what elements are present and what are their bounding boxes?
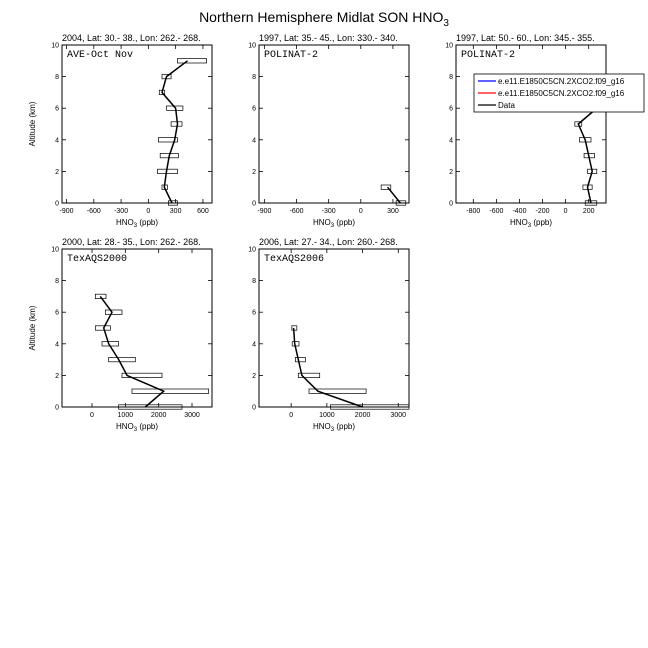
x-tick-label: 300 [169,208,182,215]
y-tick-label: 4 [252,341,256,349]
x-axis-label: $HNO_3$ (ppb) [312,218,356,229]
x-tick-label: -600 [86,208,101,215]
experiment-label: POLINAT-2 [264,50,319,61]
y-tick-label: 0 [252,200,256,208]
panel-texaqs2000 [28,237,212,433]
y-tick-label: 2 [449,168,453,176]
y-tick-label: 10 [445,42,453,50]
y-tick-label: 6 [449,105,453,113]
y-tick-label: 8 [252,74,256,82]
plot-frame [62,45,212,203]
legend [474,74,644,112]
error-box [132,389,209,393]
y-tick-label: 8 [252,278,256,286]
panel-ave-oct-nov [28,33,212,229]
y-tick-label: 10 [248,246,256,254]
error-box [105,310,122,314]
x-axis-label: $HNO_3$ (ppb) [115,422,159,433]
x-tick-label: 600 [197,208,209,215]
panel-subtitle: 2006, Lat: 27.- 34., Lon: 260.- 268. [259,237,398,247]
experiment-label: TexAQS2006 [264,254,325,265]
y-axis-label: Altitude (km) [28,305,37,351]
x-tick-label: 3000 [184,412,200,419]
y-tick-label: 2 [252,168,256,176]
x-tick-label: -300 [114,208,129,215]
plot-frame [456,45,606,203]
y-tick-label: 6 [252,105,256,113]
legend-label-data: Data [498,101,515,110]
plot-frame [62,249,212,407]
y-tick-label: 10 [51,42,59,50]
error-box [109,357,136,361]
data-profile-line [294,328,363,407]
x-tick-label: -400 [512,208,527,215]
y-tick-label: 0 [252,404,256,412]
data-profile-line [388,187,401,203]
x-tick-label: 0 [289,412,294,419]
x-tick-label: -900 [59,208,74,215]
y-tick-label: 6 [55,105,59,113]
panel-subtitle: 2000, Lat: 28.- 35., Lon: 262.- 268. [62,237,201,247]
y-tick-label: 8 [55,74,59,82]
y-tick-label: 6 [55,309,59,317]
y-tick-label: 10 [248,42,256,50]
y-tick-label: 0 [55,200,59,208]
plot-frame [259,45,409,203]
error-box [295,357,305,361]
y-tick-label: 2 [55,372,59,380]
plot-frame [259,249,409,407]
y-tick-label: 0 [449,200,453,208]
legend-label-model-1: e.e11.E1850C5CN.2XCO2.f09_g16 [498,77,625,86]
figure-title [199,9,449,29]
x-tick-label: 1000 [117,412,134,419]
y-tick-label: 6 [252,309,256,317]
x-tick-label: -900 [257,208,272,215]
x-tick-label: 300 [387,208,399,215]
panel-subtitle: 1997, Lat: 50.- 60., Lon: 345.- 355. [456,33,595,43]
experiment-label: POLINAT-2 [461,50,516,61]
panel-subtitle: 1997, Lat: 35.- 45., Lon: 330.- 340. [259,33,398,43]
experiment-label: TexAQS2000 [67,254,128,265]
x-tick-label: 1000 [319,412,335,419]
y-axis-label: Altitude (km) [28,101,37,147]
y-tick-label: 0 [55,404,59,412]
y-tick-label: 8 [55,278,59,286]
legend-label-model-2: e.e11.E1850C5CN.2XCO2.f09_g16 [498,89,625,98]
x-tick-label: 0 [563,208,568,215]
x-tick-label: 2000 [150,412,167,419]
x-tick-label: -300 [321,208,336,215]
y-tick-label: 8 [449,74,453,82]
y-tick-label: 4 [252,137,256,145]
x-tick-label: 2000 [354,412,371,419]
panel-texaqs2006 [248,237,409,433]
x-axis-label: $HNO_3$ (ppb) [312,422,356,433]
x-tick-label: 0 [358,208,363,215]
y-tick-label: 2 [55,168,59,176]
y-tick-label: 4 [55,341,59,349]
y-tick-label: 4 [449,137,453,145]
error-box [177,59,206,63]
panel-polinat-2-a [248,33,409,229]
x-tick-label: -600 [489,208,504,215]
figure-title-main: Northern Hemisphere Midlat SON HNO [199,9,444,25]
figure-title-subscript: 3 [443,18,449,29]
x-axis-label: $HNO_3$ (ppb) [509,218,553,229]
y-tick-label: 2 [252,372,256,380]
data-profile-line [162,61,188,203]
panel-subtitle: 2004, Lat: 30.- 38., Lon: 262.- 268. [62,33,201,43]
x-axis-label: $HNO_3$ (ppb) [115,218,159,229]
x-tick-label: 0 [146,208,151,215]
x-tick-label: 3000 [390,412,407,419]
error-box [95,326,110,330]
x-tick-label: -600 [289,208,304,215]
panel-polinat-2-b [445,33,606,229]
x-tick-label: -200 [535,208,550,215]
y-tick-label: 10 [51,246,59,254]
x-tick-label: 0 [90,412,94,419]
x-tick-label: -800 [466,208,481,215]
experiment-label: AVE-Oct Nov [67,50,134,61]
y-tick-label: 4 [55,137,59,145]
x-tick-label: 200 [582,208,595,215]
